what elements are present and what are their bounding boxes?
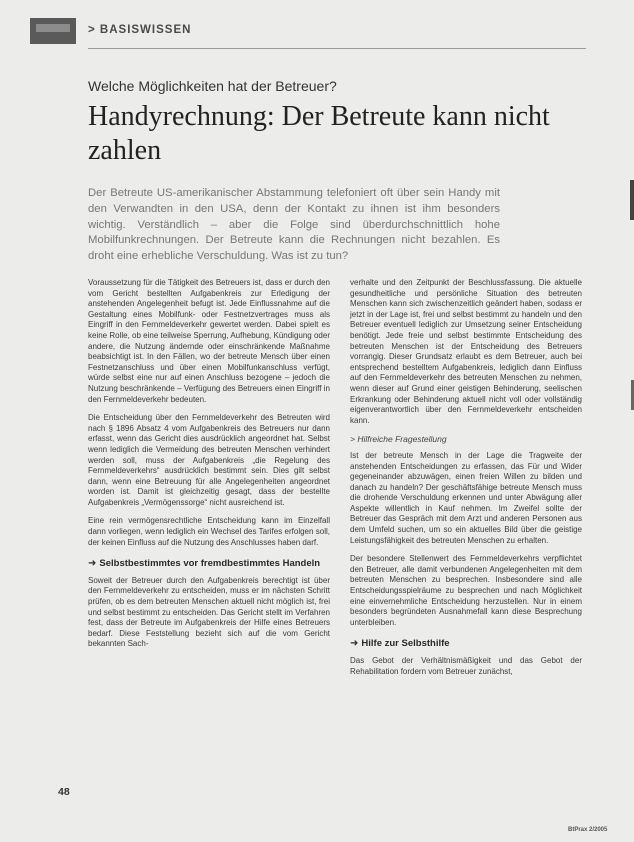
paragraph: Der besondere Stellenwert des Fernmeldeverkehrs verpflichtet den Betreuer, alle damit verbundenen Angelegenheiten mit dem betreuten Menschen zu besprechen. Insbesondere sind alle Entscheidungsspielräume zu besprechen und nach Möglichkeit eine einvernehmliche Entscheidung herzustellen. Nur in einem besonders begründeten Ausnahmefall kann diese Besprechung unterbleiben. [350, 554, 582, 627]
article-kicker: Welche Möglichkeiten hat der Betreuer? [88, 78, 337, 94]
page-number: 48 [58, 786, 70, 798]
left-column [88, 278, 330, 658]
subheading [350, 638, 582, 650]
page-edge-mark [630, 180, 634, 220]
paragraph: Soweit der Betreuer durch den Aufgabenkreis berechtigt ist über den Fernmeldeverkehr zu entscheiden, muss er im nächsten Schritt prüfen, ob es dem betreuten Menschen aktuell nicht möglich ist, frei und selbst bestimmt zu entscheiden. Das Gericht stellt im Verfahren fest, dass der Betreute im Aufgabenkreis der Hilfe eines Betreuers bedarf. Diese Feststellung bezieht sich auf die vom Gericht bekannten Sach- [88, 575, 330, 649]
header-rule [88, 48, 586, 49]
subheading-italic: > Hilfreiche Fragestellung [350, 434, 447, 445]
subheading-text: Selbstbestimmtes vor fremdbestimmtes Handeln [99, 558, 321, 570]
paragraph: Voraussetzung für die Tätigkeit des Betreuers ist, dass er durch den vom Gericht bestellten Aufgabenkreis zur Erledigung der anstehenden Angelegenheit befugt ist. Jede Einflussnahme auf die Gestaltung eines Mobilfunk- oder Festnetzvertrages muss als Eingriff in den Fernmeldeverkehr gewertet werden. Dabei spielt es keine Rolle, ob eine teilweise Sperrung, Aufhebung, Kündigung oder andere, die Nutzung ändernde oder einschränkende Maßnahme beabsichtigt ist. In den Fällen, wo der betreute Mensch über einen Festnetzanschluss und über einen Mobilfunkanschluss verfügt, würde selbst eine nur auf einen Anschluss bezogene – jedoch die Nutzung beschränkende – Verfügung des Betreuers einen Eingriff in den Fernmeldeverkehr bedeuten. [88, 278, 330, 404]
paragraph: Eine rein vermögensrechtliche Entscheidung kann im Einzelfall dann vorliegen, wenn lediglich ein Wechsel des Tarifes erfolgen soll, der keinen Einfluss auf die Nutzung des Anschlusses haben darf. [88, 516, 330, 547]
arrow-icon: ➜ [350, 638, 359, 650]
paragraph: verhalte und den Zeitpunkt der Beschlussfassung. Die aktuelle gesundheitliche und persönliche Situation des betreuten Menschen kann sich zwischenzeitlich geändert haben, sodass er jetzt in der Lage ist, frei und selbst bestimmt zu handeln und den Betreuer eventuell lediglich zur Umsetzung seiner Entscheidung benötigt. Jede freie und selbst bestimmte Entscheidung des betreuten Menschen ist der Entscheidung des Betreuers vorrangig. Dieser Grundsatz erlaubt es dem Betreuer, auch bei entsprechend bestelltem Aufgabenkreis, lediglich dann Einfluss auf den Fernmeldeverkehr des betreuten Menschen zu nehmen, wenn dieser auf Grund einer geistigen Behinderung, seelischen Erkrankung oder Behinderung aktuell nicht voll oder vollständig eigenverantwortlich über den Fernmeldeverkehr entscheiden kann. [350, 278, 582, 425]
section-label: > BASISWISSEN [88, 24, 192, 36]
subheading-text: Hilfe zur Selbsthilfe [361, 638, 450, 650]
paragraph: Das Gebot der Verhältnismäßigkeit und das Gebot der Rehabilitation fordern vom Betreuer zunächst, [350, 655, 582, 676]
paragraph: Die Entscheidung über den Fernmeldeverkehr des Betreuten wird nach § 1896 Absatz 4 vom Aufgabenkreis des Betreuers nur dann erfasst, wenn das Gericht dies ausdrücklich angeordnet hat. Selbst wenn lediglich die Vermeidung des betreuten Menschen verhindert werden soll, muss der Aufgabenkreis „die Regelung des Fernmeldeverkehrs“ ausdrücklich bestimmt sein. Dies gilt selbst dann, wenn eine Betreuung für alle Angelegenheiten angeordnet worden ist. Damit ist gleichzeitig gesagt, dass der bestellte Aufgabenkreis „Vermögenssorge“ nicht ausreichend ist. [88, 413, 330, 507]
arrow-icon: ➜ [88, 558, 97, 570]
article-lead: Der Betreute US-amerikanischer Abstammung telefoniert oft über sein Handy mit den Verwandten in den USA, denn der Kontakt zu ihnen ist ihm besonders wichtig. Verständlich – aber die Folge sind überdurchschnittlich hohe Mobilfunkrechnungen. Der Betreute kann die Rechnungen nicht bezahlen. Es droht eine erhebliche Verschuldung. Was ist zu tun? [88, 187, 500, 263]
article-title: Handyrechnung: Der Betreute kann nicht zahlen [88, 101, 550, 166]
section-marker-graphic [30, 18, 76, 44]
right-column [350, 278, 582, 685]
paragraph: Ist der betreute Mensch in der Lage die Tragweite der anstehenden Entscheidungen zu erfassen, das Für und Wider gegeneinander abzuwägen, einen freien Willen zu bilden und danach zu handeln? Der geschäftsfähige betreute Mensch muss die drohende Verschuldung erkennen und unter Abwägung aller Aspekte willentlich in Kauf nehmen. Im Zweifel sollte der Betreuer das Gespräch mit dem Arzt und anderen Personen aus dem Umfeld suchen, um so ein aktuelles Bild über die geistige Leistungsfähigkeit des betreuten Menschen zu erhalten. [350, 450, 582, 545]
journal-footer: BtPrax 2/2005 [568, 827, 608, 833]
subheading [88, 558, 330, 570]
